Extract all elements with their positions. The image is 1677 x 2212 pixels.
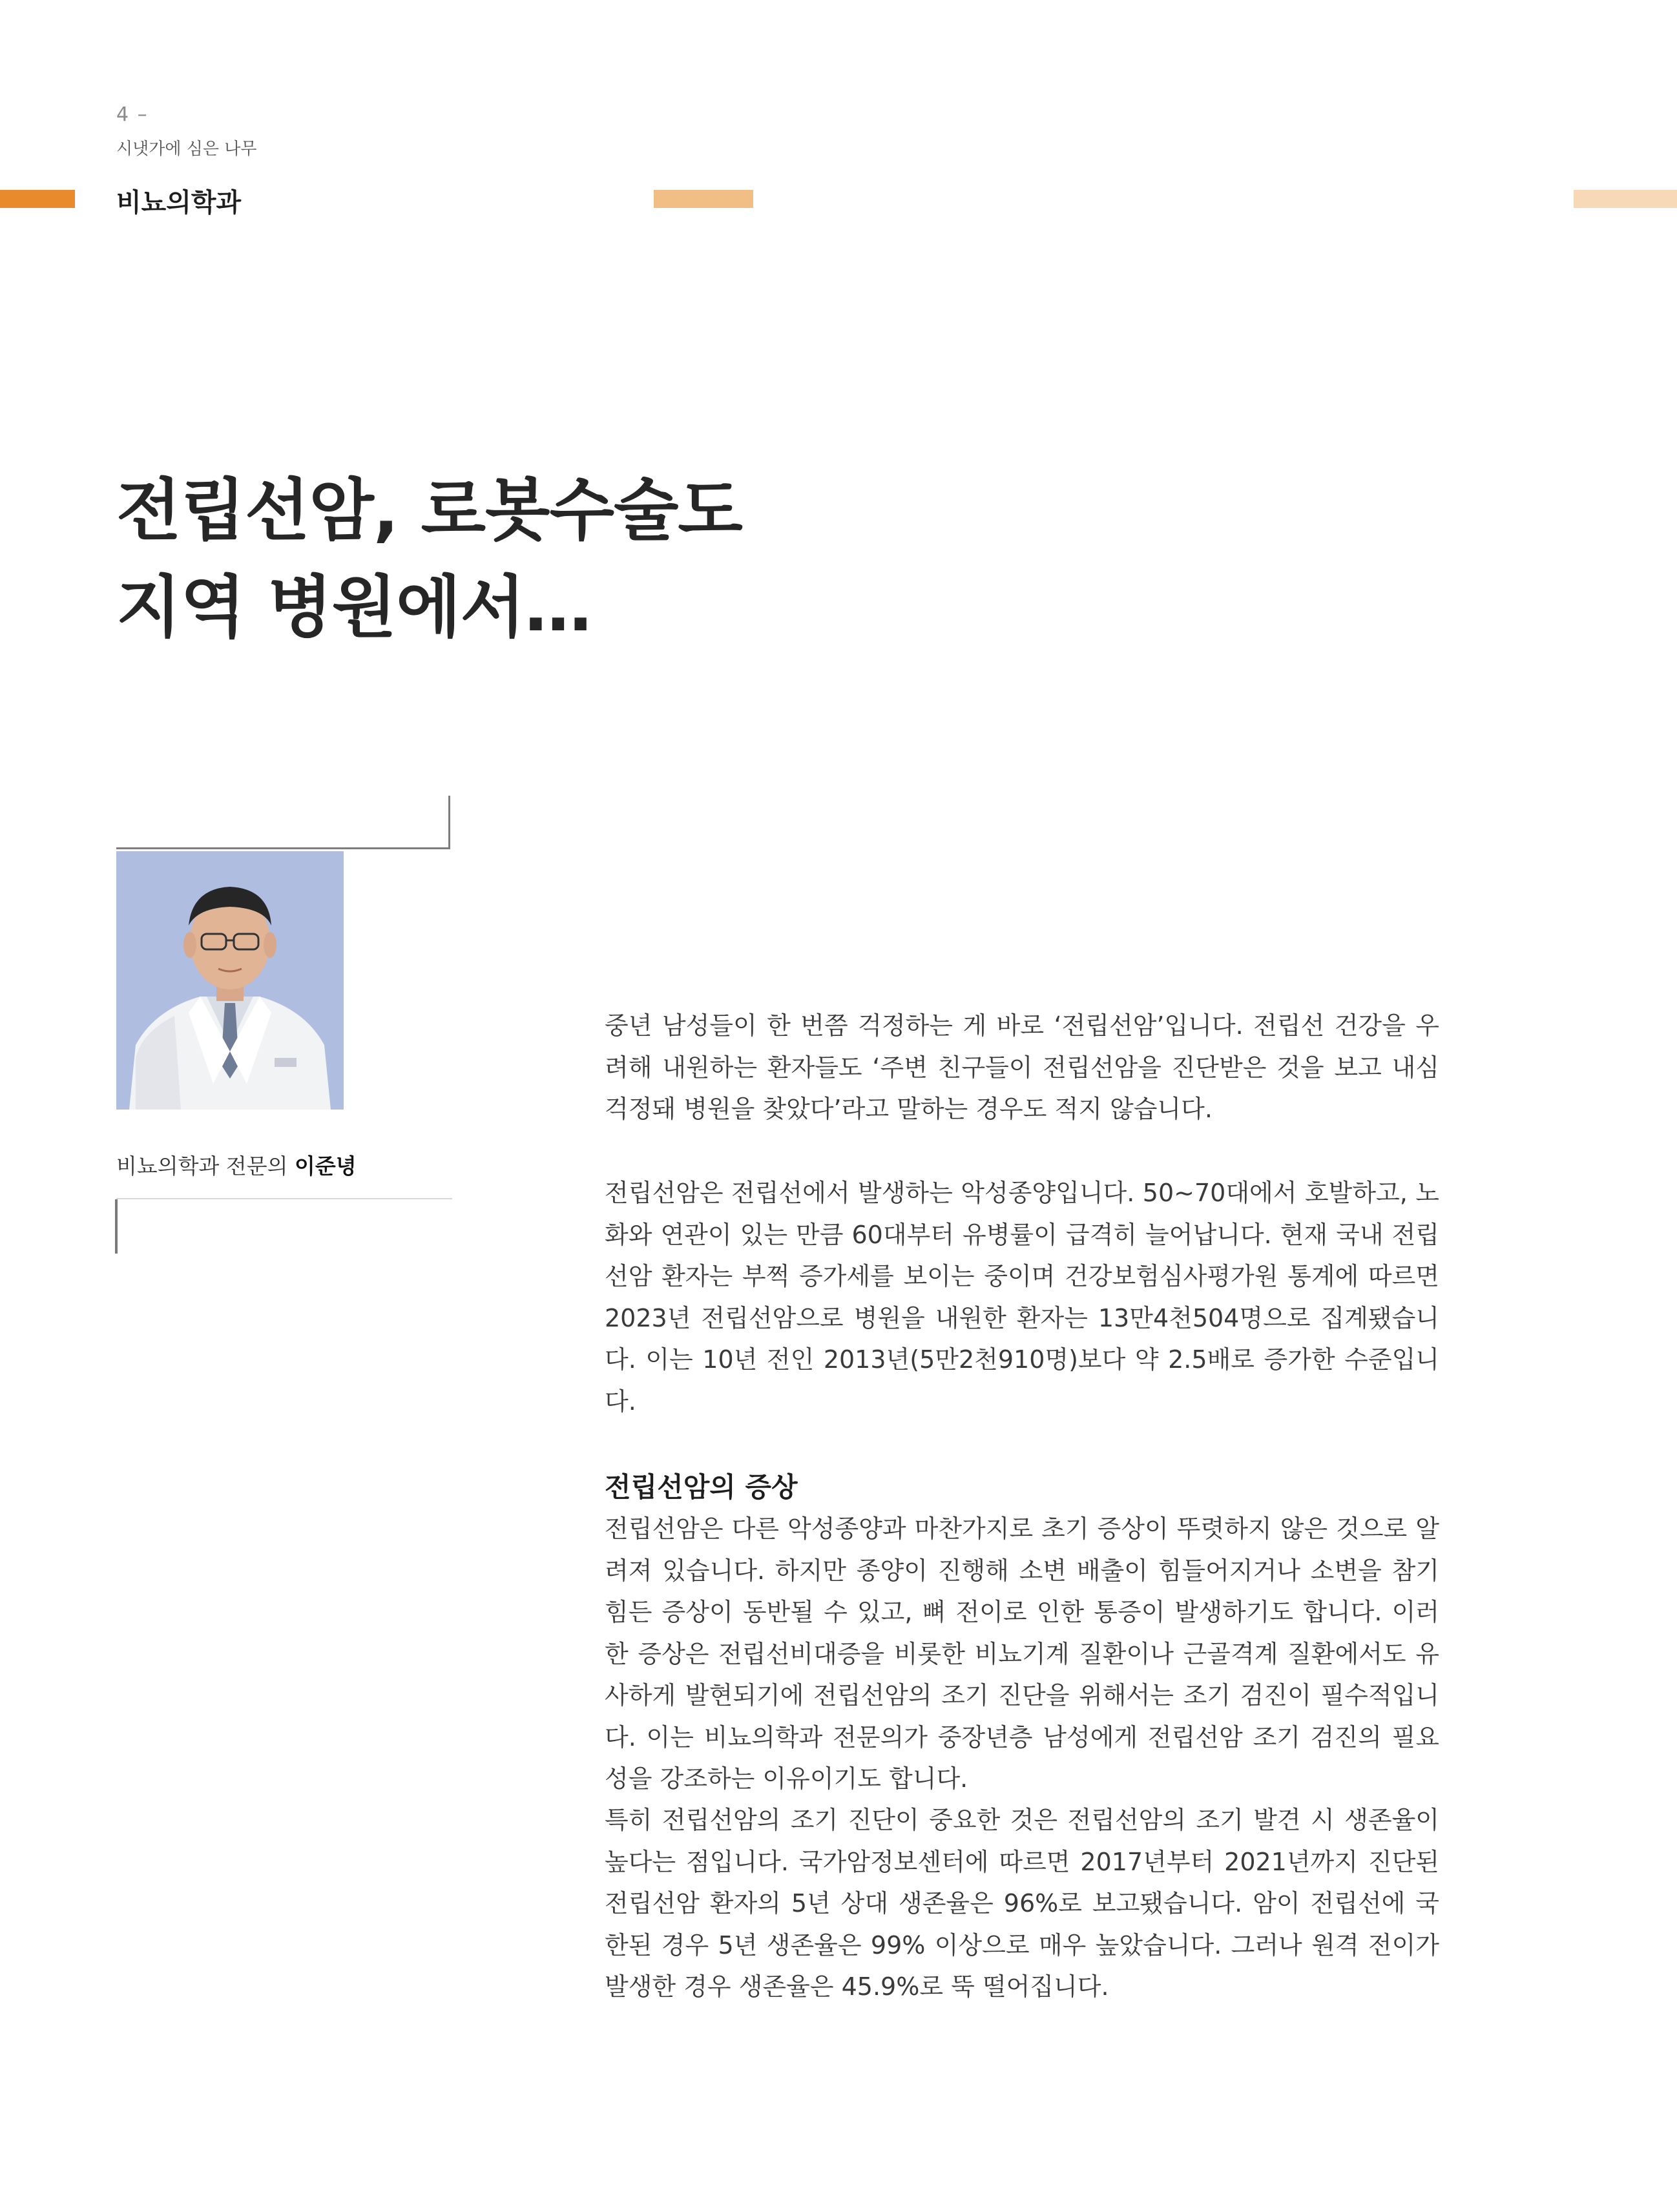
- doctor-caption: [116, 1150, 357, 1180]
- doctor-photo: [116, 851, 344, 1110]
- caption-divider: [116, 1198, 452, 1199]
- accent-bar-middle: [654, 190, 753, 208]
- section-label: 비뇨의학과: [116, 188, 242, 218]
- article-paragraph-2: 전립선암은 전립선에서 발생하는 악성종양입니다. 50~70대에서 호발하고, 노화와 연관이 있는 만큼 60대부터 유병률이 급격히 늘어납니다. 현재 국내 전립선암 환자는 부쩍 증가세를 보이는 중이며 건강보험심사평가원 통계에 따르면 2023년 전립선암으로 병원을 내원한 환자는 13만4천504명으로 집계됐습니다. 이는 10년 전인 2013년(5만2천910명)보다 약 2.5배로 증가한 수준입니다.: [605, 1179, 1439, 1416]
- photo-frame-vertical: [448, 796, 450, 849]
- article-paragraph-4: 특히 전립선암의 조기 진단이 중요한 것은 전립선암의 조기 발견 시 생존율이 높다는 점입니다. 국가암정보센터에 따르면 2017년부터 2021년까지 진단된 전립선암 환자의 5년 상대 생존율은 96%로 보고됐습니다. 암이 전립선에 국한된 경우 5년 생존율은 99% 이상으로 매우 높았습니다. 그러나 원격 전이가 발생한 경우 생존율은 45.9%로 뚝 떨어집니다.: [605, 1806, 1439, 2001]
- photo-frame-top: [116, 847, 450, 849]
- doctor-title: 비뇨의학과 전문의: [116, 1153, 295, 1179]
- accent-bar-left: [0, 190, 75, 208]
- article-paragraph-1: 중년 남성들이 한 번쯤 걱정하는 게 바로 ‘전립선암’입니다. 전립선 건강을 우려해 내원하는 환자들도 ‘주변 친구들이 전립선암을 진단받은 것을 보고 내심 걱정돼 병원을 찾았다’라고 말하는 경우도 적지 않습니다.: [605, 1011, 1439, 1123]
- article-paragraph-3: 전립선암은 다른 악성종양과 마찬가지로 초기 증상이 뚜렷하지 않은 것으로 알려져 있습니다. 하지만 종양이 진행해 소변 배출이 힘들어지거나 소변을 참기 힘든 증상이 동반될 수 있고, 뼈 전이로 인한 통증이 발생하기도 합니다. 이러한 증상은 전립선비대증을 비롯한 비뇨기계 질환이나 근골격계 질환에서도 유사하게 발현되기에 전립선암의 조기 진단을 위해서는 조기 검진이 필수적입니다. 이는 비뇨의학과 전문의가 중장년층 남성에게 전립선암 조기 검진의 필요성을 강조하는 이유이기도 합니다.: [605, 1514, 1439, 1793]
- section-subheading: 전립선암의 증상: [605, 1471, 798, 1503]
- doctor-portrait-illustration: [116, 851, 344, 1110]
- caption-frame-vertical: [115, 1199, 118, 1254]
- page-number: 4 –: [116, 103, 149, 126]
- magazine-title: 시냇가에 심은 나무: [116, 140, 257, 159]
- headline-line-1: 전립선암, 로봇수술도: [116, 471, 742, 550]
- headline-line-2: 지역 병원에서…: [116, 568, 591, 646]
- accent-bar-right: [1574, 190, 1677, 208]
- article-headline: [116, 462, 742, 656]
- doctor-name: 이준녕: [295, 1153, 357, 1179]
